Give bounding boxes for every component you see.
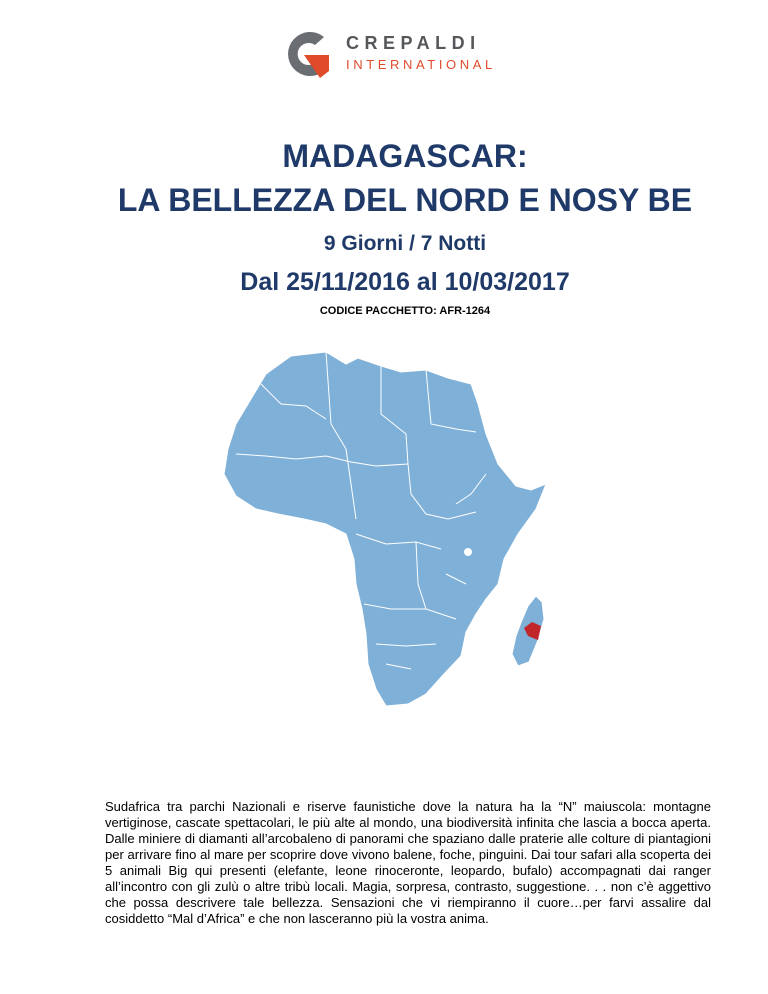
- madagascar-island: [512, 596, 544, 666]
- trip-duration: 9 Giorni / 7 Notti: [323, 232, 487, 255]
- logo-brand-text: CREPALDI: [346, 33, 481, 53]
- company-logo: [278, 24, 518, 82]
- description-paragraph: Sudafrica tra parchi Nazionali e riserve faunistiche dove la natura ha la “N” maiuscola: montagne vertiginose, cascate spettacolari, le più alte al mondo, una biodiversità infinita che lascia a bocca aperta. Dalle miniere di diamanti all’arcobaleno di panorami che spaziano dalle praterie alle colture di piantagioni per arrivare fino al mare per scoprire dove vivono balene, foche, pinguini. Dai tour safari alla scoperta dei 5 animali Big qui presenti (elefante, leone rinoceronte, leopardo, bufalo) accompagnati dai ranger all’incontro con gli zulù o altre tribù locali. Magia, sorpresa, contrasto, suggestione. . . non c’è aggettivo che possa descrivere tale bellezza. Sensazioni che vi riempiranno il cuore…per farvi assalire dal cosiddetto “Mal d’Africa” e che non lasceranno più la vostra anima.: [105, 799, 711, 926]
- logo-subtitle-text: INTERNATIONAL: [346, 57, 496, 72]
- africa-continent: [224, 352, 546, 706]
- crepaldi-logo-icon: [278, 28, 330, 80]
- page-title-line-2: LA BELLEZZA DEL NORD E NOSY BE: [117, 182, 693, 218]
- trip-dates: Dal 25/11/2016 al 10/03/2017: [240, 268, 570, 296]
- package-code: CODICE PACCHETTO: AFR-1264: [319, 305, 491, 317]
- page-title-line-1: MADAGASCAR:: [282, 138, 528, 174]
- lake-victoria: [464, 548, 472, 556]
- africa-map: [186, 344, 586, 744]
